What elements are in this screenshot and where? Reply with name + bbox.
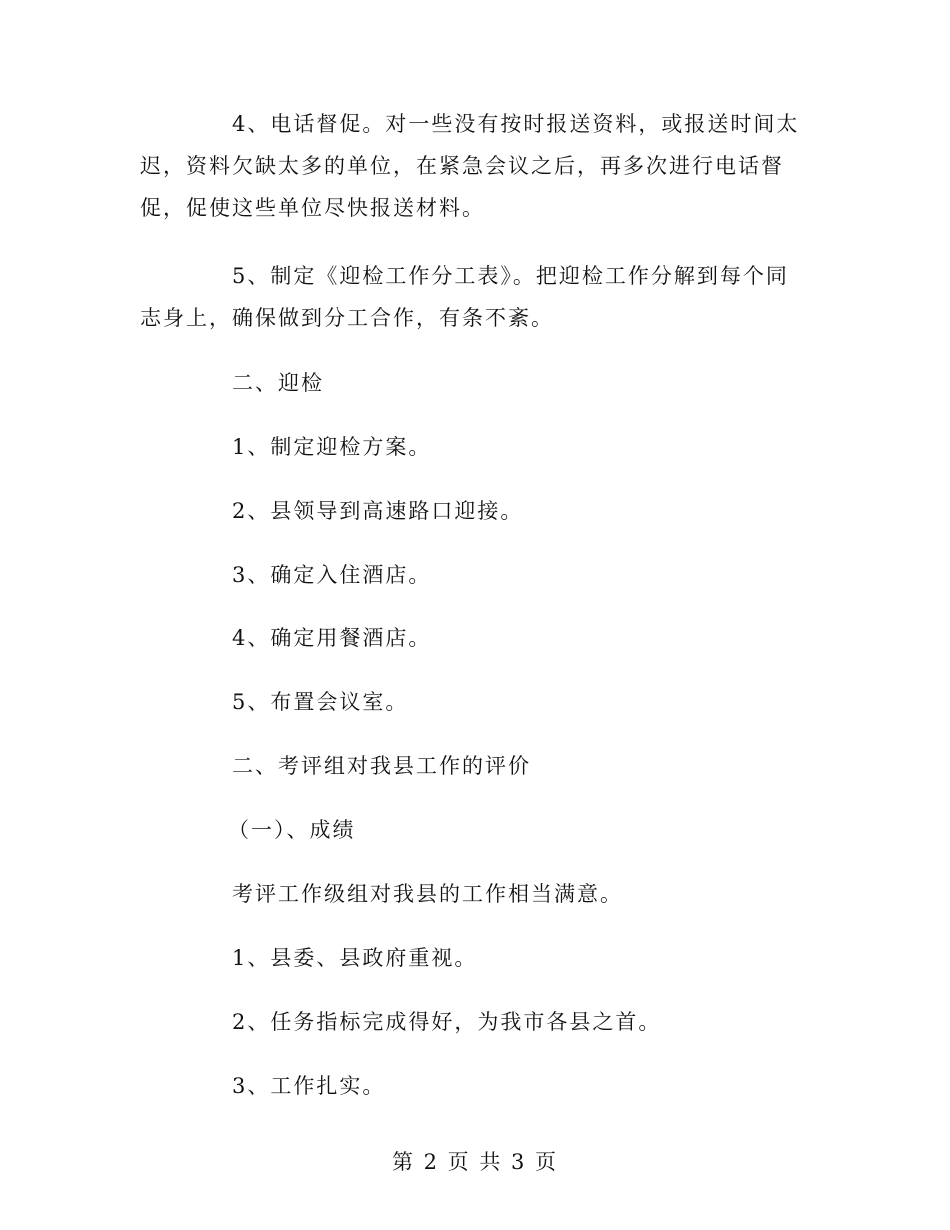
list-item-meeting-room: 5、布置会议室。: [232, 690, 409, 714]
list-item-hotel: 3、确定入住酒店。: [232, 563, 432, 587]
list-item-emphasis: 1、县委、县政府重视。: [232, 946, 478, 970]
page-footer: 第 2 页 共 3 页: [391, 1150, 559, 1174]
list-item-plan: 1、制定迎检方案。: [232, 435, 432, 459]
subheading-achievements: （一）、成绩: [228, 818, 356, 842]
list-item-welcome: 2、县领导到高速路口迎接。: [232, 499, 524, 523]
paragraph-satisfaction: 考评工作级组对我县的工作相当满意。: [232, 882, 623, 906]
paragraph-phone-urging: 4、电话督促。对一些没有按时报送资料，或报送时间太迟，资料欠缺太多的单位，在紧急会议之后，再多次进行电话督促，促使这些单位尽快报送材料。: [140, 112, 800, 220]
list-item-solid-work: 3、工作扎实。: [232, 1074, 386, 1098]
list-item-dining: 4、确定用餐酒店。: [232, 626, 432, 650]
list-item-targets: 2、任务指标完成得好，为我市各县之首。: [232, 1010, 662, 1034]
heading-inspection: 二、迎检: [232, 371, 324, 395]
paragraph-division-table: 5、制定《迎检工作分工表》。把迎检工作分解到每个同志身上，确保做到分工合作，有条不紊。: [140, 264, 789, 330]
heading-evaluation: 二、考评组对我县工作的评价: [232, 754, 531, 778]
